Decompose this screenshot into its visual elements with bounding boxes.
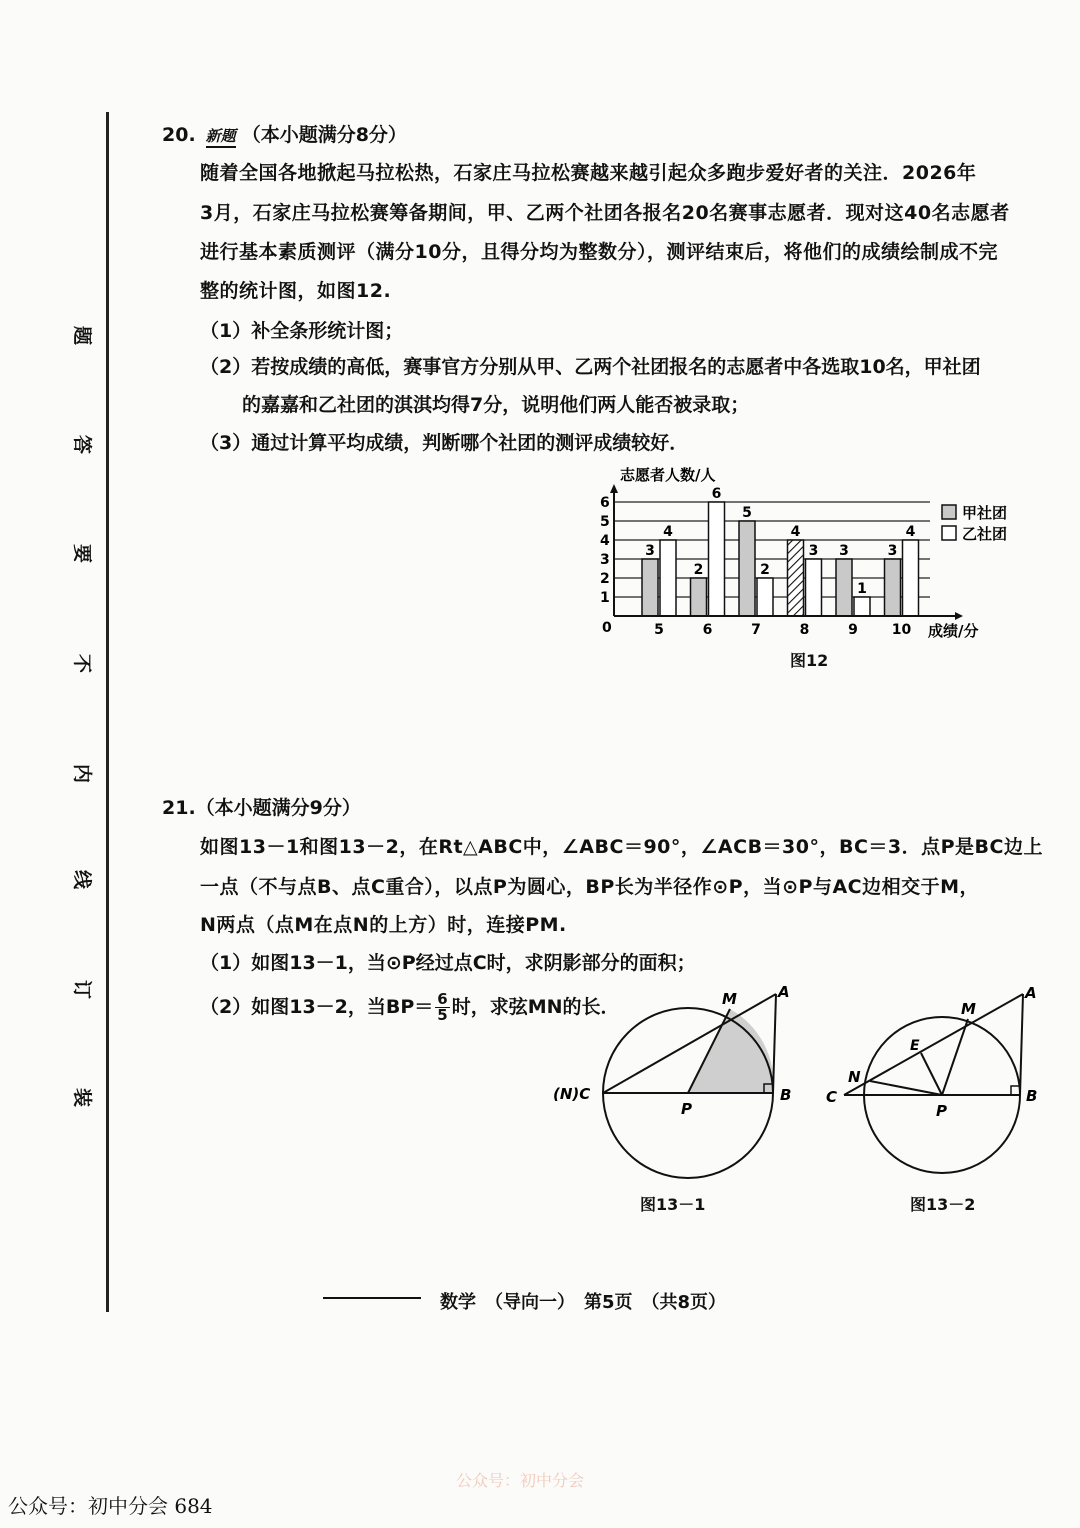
label-a: A: [1025, 984, 1037, 1002]
margin-char: 内: [71, 763, 94, 784]
watermark-bottom-left: 公众号：初中分会 684: [8, 1494, 213, 1518]
fraction-bp: [435, 992, 449, 1023]
chart-y-tick-label: 2: [600, 571, 610, 587]
bar-value-label-jia: 4: [790, 524, 801, 540]
legend-label-yi: 乙社团: [962, 525, 1008, 543]
label-b: B: [1026, 1087, 1038, 1105]
q21-text-line: N两点（点M在点N的上方）时，连接PM.: [200, 914, 567, 936]
legend-swatch-yi: [942, 526, 956, 540]
question-21-header: [162, 793, 361, 820]
margin-char: 不: [71, 653, 94, 674]
watermark-center: 公众号：初中分会: [456, 1471, 585, 1490]
segment-ba: [1020, 994, 1023, 1095]
legend-label-jia: 甲社团: [962, 504, 1008, 522]
margin-char: 装: [71, 1087, 94, 1108]
bar-yi: [854, 597, 870, 616]
bar-yi: [806, 559, 822, 616]
bar-value-label-yi: 4: [905, 524, 916, 540]
shaded-sector: [688, 1009, 774, 1093]
chart-origin-label: 0: [602, 620, 612, 636]
q21-part-1: （1）如图13－1，当⊙P经过点C时，求阴影部分的面积；: [200, 952, 696, 974]
bar-jia: [642, 559, 658, 616]
footer-rule: [323, 1297, 421, 1299]
figure-13-2-caption: 图13－2: [910, 1195, 976, 1214]
chart-legend: [942, 504, 1007, 543]
question-number: 21.: [162, 797, 196, 819]
chart-y-tick-label: 3: [600, 552, 610, 568]
chart-y-tick-label: 1: [600, 590, 610, 606]
segment-pm: [942, 1019, 968, 1095]
bar-value-label-jia: 2: [693, 562, 704, 578]
q20-text-line: 整的统计图，如图12.: [200, 280, 392, 302]
chart-caption: 图12: [790, 651, 829, 670]
figure-13-1-caption: 图13－1: [640, 1195, 706, 1214]
label-p: P: [681, 1100, 692, 1118]
label-m: M: [722, 990, 737, 1008]
bar-yi: [660, 540, 676, 616]
bar-value-label-yi: 1: [857, 581, 867, 597]
bar-jia: [885, 559, 901, 616]
question-20-header: [162, 120, 407, 148]
margin-char: 要: [71, 543, 94, 564]
q20-part-1: （1）补全条形统计图；: [200, 320, 404, 342]
label-m: M: [961, 1000, 976, 1018]
segment-pe: [921, 1053, 942, 1095]
bar-jia: [788, 540, 804, 616]
label-b: B: [780, 1086, 792, 1104]
chart-x-tick-label: 9: [848, 622, 858, 638]
label-n: N: [848, 1068, 861, 1086]
q20-text-line: 进行基本素质测评（满分10分，且得分均为整数分），测评结束后，将他们的成绩绘制成不完: [200, 241, 998, 263]
fraction-denominator: 5: [437, 1006, 448, 1024]
margin-char: 订: [71, 979, 94, 1000]
label-c: C: [826, 1088, 838, 1106]
chart-x-tick-label: 7: [751, 622, 761, 638]
chart-x-tick-label: 6: [702, 622, 713, 638]
bar-value-label-yi: 2: [760, 562, 770, 578]
q21-text-line: 一点（不与点B、点C重合），以点P为圆心，BP长为半径作⊙P，当⊙P与AC边相交于M，: [200, 876, 980, 898]
chart-x-tick-label: 5: [654, 622, 664, 638]
bar-yi: [903, 540, 919, 616]
bar-value-label-yi: 4: [663, 524, 673, 540]
question-score: （本小题满分9分）: [195, 797, 361, 819]
q20-part-2-cont: 的嘉嘉和乙社团的淇淇均得7分，说明他们两人能否被录取；: [242, 394, 750, 416]
q20-text-line: 随着全国各地掀起马拉松热，石家庄马拉松赛越来越引起众多跑步爱好者的关注．2026年: [200, 162, 977, 184]
bar-value-label-jia: 3: [645, 543, 655, 559]
bar-chart-figure-12: [590, 462, 1050, 677]
q20-part-3: （3）通过计算平均成绩，判断哪个社团的测评成绩较好．: [200, 432, 689, 454]
bar-value-label-jia: 3: [887, 543, 898, 559]
chart-y-axis-arrow: [610, 484, 618, 493]
geometry-figure-13-2: [818, 982, 1058, 1182]
legend-swatch-jia: [942, 505, 956, 519]
chart-x-axis-title: 成绩/分: [928, 622, 979, 640]
margin-char: 线: [71, 869, 94, 890]
chart-y-tick-label: 6: [600, 495, 610, 511]
q21-text-line: 如图13－1和图13－2，在Rt△ABC中，∠ABC＝90°，∠ACB＝30°，BC＝3．点P是BC边上: [200, 836, 1043, 858]
bar-value-label-jia: 5: [742, 505, 752, 521]
margin-char: 答: [71, 434, 94, 455]
bar-yi: [709, 502, 725, 616]
label-a: A: [778, 983, 790, 1001]
chart-y-axis-title: 志愿者人数/人: [620, 466, 716, 484]
page-footer: 数学 （导向一） 第5页 （共8页）: [440, 1292, 727, 1313]
bar-jia: [836, 559, 852, 616]
binding-line: [106, 112, 109, 1312]
question-number: 20.: [162, 124, 196, 146]
label-p: P: [936, 1102, 947, 1120]
q20-text-line: 3月，石家庄马拉松赛筹备期间，甲、乙两个社团各报名20名赛事志愿者．现对这40名志愿者: [200, 202, 1010, 224]
bar-yi: [757, 578, 773, 616]
q21-part-2-suffix: 时，求弦MN的长．: [451, 996, 620, 1018]
chart-y-tick-label: 5: [600, 514, 610, 530]
q21-part-2-prefix: （2）如图13－2，当BP＝: [200, 996, 434, 1018]
chart-x-axis-arrow: [955, 612, 963, 620]
margin-char: 题: [71, 325, 94, 346]
chart-x-tick-label: 10: [891, 622, 912, 638]
chart-x-tick-label: 8: [799, 622, 810, 638]
new-question-stamp: 新题: [206, 125, 236, 148]
bar-value-label-yi: 6: [711, 486, 722, 502]
geometry-figure-13-1: [548, 982, 810, 1182]
bar-value-label-jia: 3: [839, 543, 849, 559]
segment-ba: [773, 994, 776, 1093]
chart-y-tick-label: 4: [600, 533, 610, 549]
fraction-numerator: 6: [437, 990, 448, 1008]
bar-value-label-yi: 3: [808, 543, 819, 559]
label-e: E: [910, 1038, 920, 1054]
bar-jia: [739, 521, 755, 616]
segment-pn: [870, 1081, 942, 1095]
question-score: （本小题满分8分）: [241, 124, 407, 146]
q20-part-2: （2）若按成绩的高低，赛事官方分别从甲、乙两个社团报名的志愿者中各选取10名，甲社团: [200, 356, 981, 378]
bar-jia: [691, 578, 707, 616]
label-nc: (N)C: [553, 1085, 591, 1103]
